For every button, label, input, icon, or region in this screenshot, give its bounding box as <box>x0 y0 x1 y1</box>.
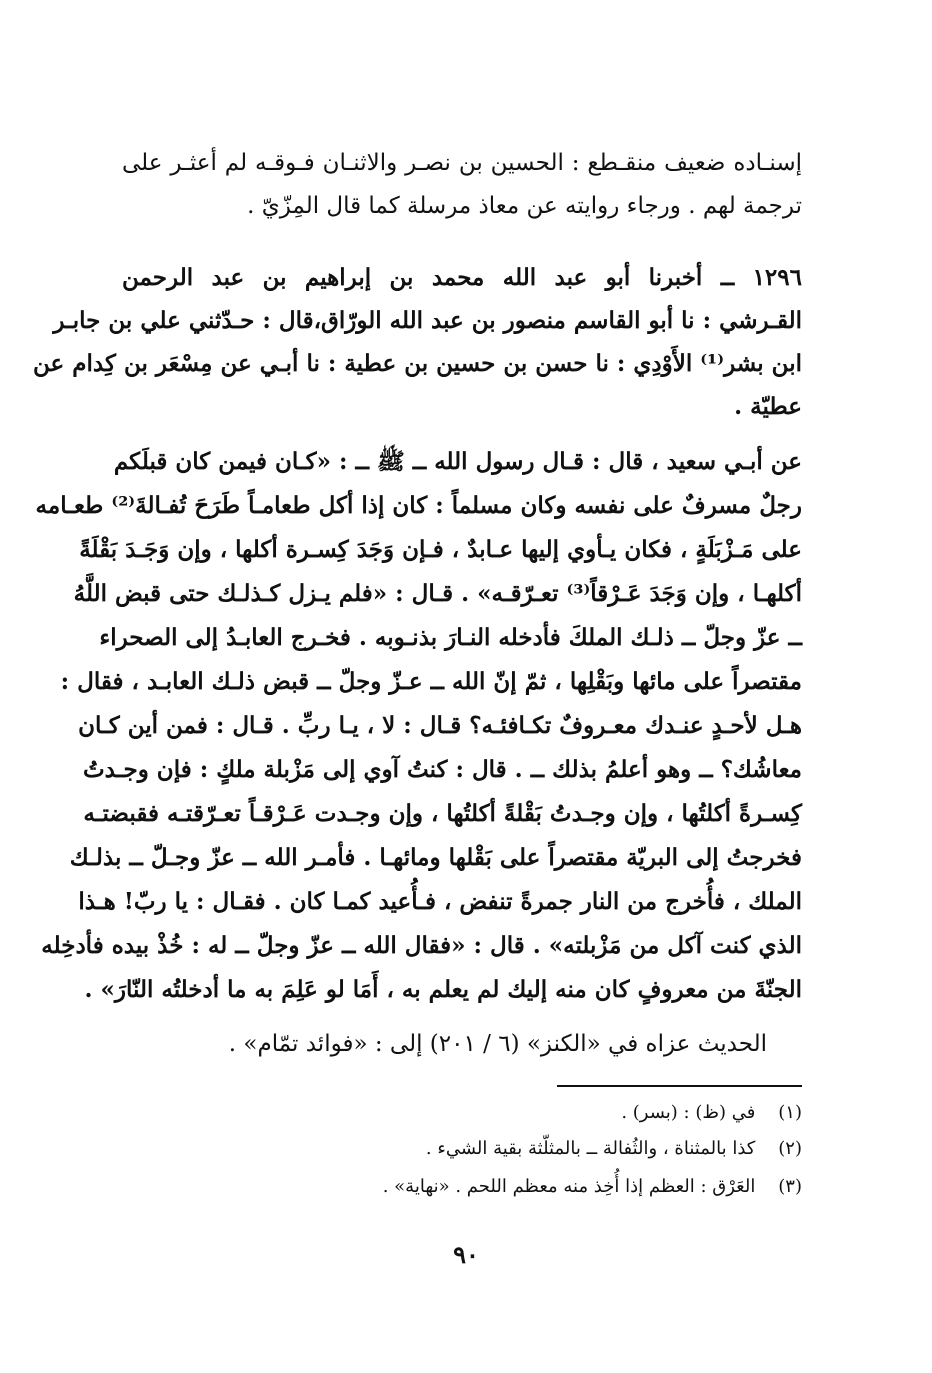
hadith-text-line: الجنّةَ من معروفٍ كان منه إليك لم يعلم به ، أَمَا لو عَلِمَ به ما أدخلتُه النّارَ» . <box>84 976 802 1003</box>
hadith-text-line: أكلهـا ، وإن وَجَدَ عَـرْقاً⁽³⁾ تعـرّقـه» . قـال : «فلم يـزل كـذلـك حتى قبض اللَّهُ <box>73 580 802 607</box>
footnote-divider <box>557 1085 802 1087</box>
hadith-text-line: معاشُك؟ ــ وهو أعلمُ بذلك ــ . قال : كنتُ آوي إلى مَزْبلة ملكٍ : فإن وجـدتُ <box>83 756 802 783</box>
footnote <box>122 1098 802 1128</box>
hadith-text-line: ــ عزّ وجلّ ــ ذلـك الملكَ فأدخله النـارَ بذنـوبه . فخـرج العابـدُ إلى الصحراء <box>99 624 802 651</box>
isnad-line: عطيّة . <box>734 393 802 420</box>
isnad-line: القـرشي : نا أبو القاسم منصور بن عبد الله الورّاق،قال : حـدّثني علي بن جابـر <box>53 307 802 334</box>
intro-line: إسنـاده ضعيف منقـطع : الحسين بن نصـر والاثنـان فـوقـه لم أعثـر على <box>122 150 802 176</box>
footnote-text: في (ظ) : (بسر) . <box>621 1102 756 1123</box>
hadith-text-line: عن أبـي سعيد ، قال : قـال رسول الله ــ ﷺ ــ : «كـان فيمن كان قبلَكم <box>113 448 802 475</box>
hadith-text-line: كِسـرةً أكلتُها ، وإن وجـدتُ بَقْلةً أكلتُها ، وإن وجـدت عَـرْقـاً تعـرّقتـه فقبضتـه <box>83 800 802 827</box>
footnote-marker: (٣) <box>778 1176 802 1197</box>
hadith-number-line: ١٢٩٦ ــ أخبرنا أبو عبد الله محمد بن إبراهيم بن عبد الرحمن <box>122 264 802 291</box>
page-number: ٩٠ <box>453 1240 479 1269</box>
hadith-text-line: فخرجتُ إلى البريّة مقتصراً على بَقْلها ومائهـا . فأمـر الله ــ عزّ وجـلّ ــ بذلـك <box>69 844 802 871</box>
hadith-text-line: الذي كنت آكل من مَزْبلته» . قال : «فقال الله ــ عزّ وجلّ ــ له : خُذْ بيده فأدخِله <box>41 932 802 959</box>
footnote <box>122 1134 802 1164</box>
footnote-marker: (١) <box>778 1102 802 1123</box>
hadith-text-line: رجلٌ مسرفٌ على نفسه وكان مسلماً : كان إذا أكل طعامـاً طَرَحَ تُفـالةَ⁽²⁾ طعـامه <box>35 492 802 519</box>
intro-line: ترجمة لهم . ورجاء روايته عن معاذ مرسلة كما قال المِزّيّ . <box>247 193 802 219</box>
hadith-text-line: هـل لأحـدٍ عنـدك معـروفٌ تكـافئـه؟ قـال : لا ، يـا ربِّ . قـال : فمن أين كـان <box>78 712 802 739</box>
footnote-text: العَرْق : العظم إذا أُخِذ منه معظم اللحم . «نهاية» . <box>382 1176 756 1197</box>
footnote-text: كذا بالمثناة ، والثُفالة ــ بالمثلّثة بقية الشيء . <box>425 1138 756 1159</box>
isnad-line: ابن بشر⁽¹⁾ الأَوْدِي : نا حسن بن حسين بن عطية : نا أبـي عن مِسْعَر بن كِدام عن <box>33 350 802 377</box>
footnote-marker: (٢) <box>778 1138 802 1159</box>
footnote <box>122 1172 802 1202</box>
hadith-text-line: على مَـزْبَلَةٍ ، فكان يـأوي إليها عـابدٌ ، فـإن وَجَدَ كِسـرة أكلها ، وإن وَجَـدَ بَقْلَةً <box>79 536 802 563</box>
attribution-note: الحديث عزاه في «الكنز» (٦ / ٢٠١) إلى : «فوائد تمّام» . <box>228 1031 767 1057</box>
hadith-text-line: الملك ، فأُخرج من النار جمرةً تنفض ، فـأُعيد كمـا كان . فقـال : يا ربّ! هـذا <box>78 888 802 915</box>
hadith-text-line: مقتصراً على مائها وبَقْلِها ، ثمّ إنّ الله ــ عـزّ وجلّ ــ قبض ذلـك العابـد ، فقال : <box>60 668 802 695</box>
